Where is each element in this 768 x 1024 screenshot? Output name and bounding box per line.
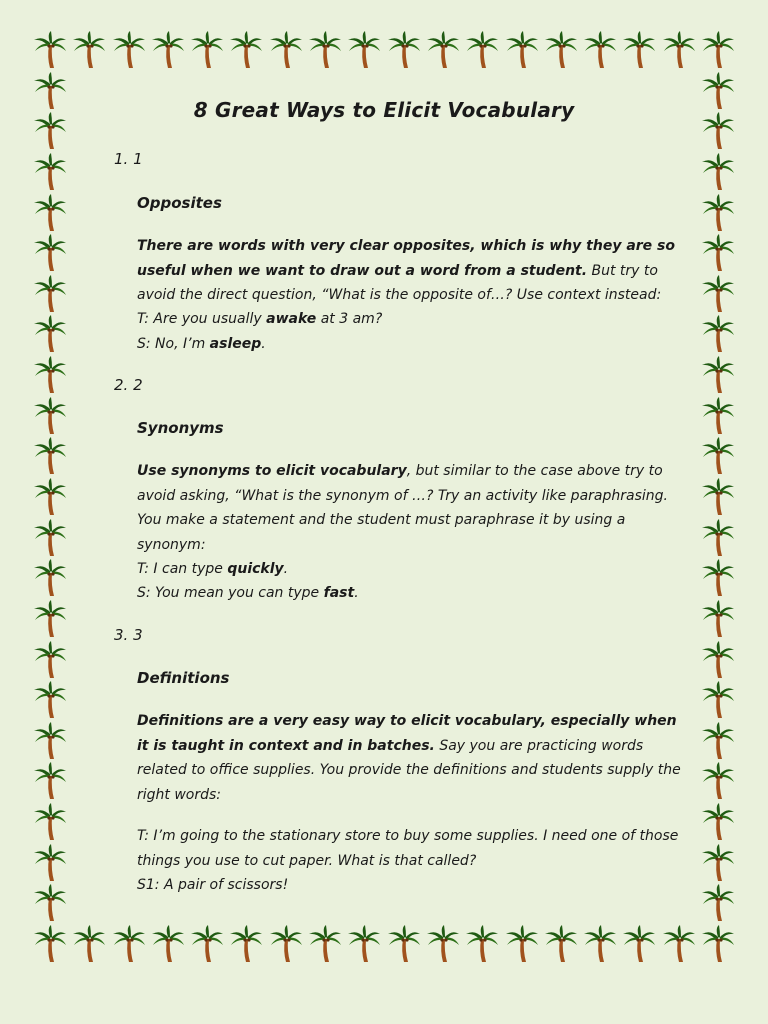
dialogue-line bbox=[137, 307, 682, 331]
section-heading-definitions: Definitions bbox=[137, 669, 230, 687]
dialogue-paragraph: T: I’m going to the stationary store to buy some supplies. I need one of those things you use to cut paper. What is that called? bbox=[137, 828, 679, 869]
dialogue-line bbox=[137, 581, 682, 605]
list-number-3: 3. 3 bbox=[114, 626, 143, 644]
paragraph-text: Say you are practicing words related to office supplies. You provide the definitions and students supply the right words: bbox=[137, 737, 681, 803]
section-paragraph bbox=[137, 709, 682, 807]
dialogue-suffix: . bbox=[354, 585, 359, 601]
dialogue-prefix: T: I can type bbox=[137, 561, 228, 577]
page-title: 8 Great Ways to Elicit Vocabulary bbox=[193, 98, 575, 122]
section-paragraph bbox=[137, 234, 682, 308]
section-heading-synonyms: Synonyms bbox=[137, 419, 224, 437]
paragraph-bold-lead: Use synonyms to elicit vocabulary bbox=[137, 463, 407, 479]
paragraph-text: , but similar to the case above try to avoid asking, “What is the synonym of …? Try an activity like paraphrasing. You make a statement and the student must paraphrase it by using a synonym: bbox=[137, 463, 668, 553]
dialogue-keyword: fast bbox=[323, 585, 355, 601]
dialogue-suffix: at 3 am? bbox=[316, 311, 383, 327]
dialogue-keyword: asleep bbox=[209, 336, 262, 352]
dialogue-suffix: . bbox=[283, 561, 289, 577]
paragraph-bold-lead: There are words with very clear opposites, which is why they are so useful when we want to draw out a word from a student. bbox=[137, 238, 675, 279]
paragraph-bold-lead: Definitions are a very easy way to elicit vocabulary, especially when it is taught in context and in batches. bbox=[137, 713, 677, 754]
list-number-1: 1. 1 bbox=[114, 150, 143, 168]
dialogue-prefix: T: Are you usually bbox=[137, 311, 267, 327]
paragraph-text: But try to avoid the direct question, “What is the opposite of…? Use context instead: bbox=[137, 262, 662, 304]
section-paragraph bbox=[137, 459, 682, 557]
dialogue-line: S1: A pair of scissors! bbox=[137, 877, 289, 893]
list-number-2: 2. 2 bbox=[114, 376, 143, 394]
section-heading-opposites: Opposites bbox=[137, 194, 222, 212]
dialogue-prefix: S: You mean you can type bbox=[137, 585, 324, 601]
dialogue-keyword: quickly bbox=[227, 561, 284, 577]
dialogue-suffix: . bbox=[261, 336, 266, 352]
dialogue-prefix: S: No, I’m bbox=[137, 336, 210, 352]
dialogue-line bbox=[137, 557, 682, 581]
dialogue-line bbox=[137, 332, 682, 356]
dialogue-keyword: awake bbox=[266, 311, 317, 327]
